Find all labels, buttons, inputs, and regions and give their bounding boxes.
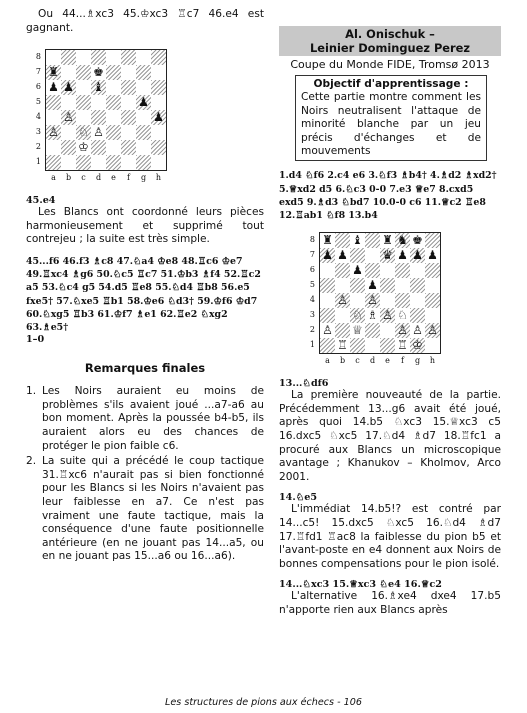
board-square-f2 — [121, 140, 136, 155]
board-square-f1 — [121, 155, 136, 170]
board-square-d3: ♗ — [365, 308, 380, 323]
board-square-b8 — [335, 233, 350, 248]
board-square-d7 — [365, 248, 380, 263]
board-square-h1 — [151, 155, 166, 170]
left-column — [26, 8, 264, 564]
intro-text: Ou 44...♗xc3 45.♔xc3 ♖c7 46.e4 est gagnant. — [26, 8, 264, 34]
right-column — [279, 26, 501, 618]
board-square-b2 — [61, 140, 76, 155]
board-square-a1 — [46, 155, 61, 170]
board-square-b5 — [61, 95, 76, 110]
board-square-h4 — [425, 293, 440, 308]
rank-label: 5 — [35, 97, 41, 107]
board-square-c1 — [350, 338, 365, 353]
rank-label: 7 — [35, 67, 41, 77]
file-label: f — [127, 173, 130, 183]
board-square-d6: ♝ — [91, 80, 106, 95]
board-square-a4 — [320, 293, 335, 308]
remark-item: 2. La suite qui a précédé le coup tactique 31.♖xc6 n'aurait pas si bien fonctionné pour les Blancs si les Noirs n'avaient pas leur faiblesse en a7. Ce n'est pas vraiment une faute tactique, mais la conséquence d'une faute positionnelle antérieure (en ne jouant pas 14...a5, ou en ne jouant pas 15...a6 ou 16...a6). — [26, 455, 264, 563]
move-label: 14.♘e5 — [279, 492, 318, 504]
move-label: 13...♘df6 — [279, 378, 329, 390]
board-square-a7: ♟ — [320, 248, 335, 263]
board-square-d6 — [365, 263, 380, 278]
opening-moves: 1.d4 ♘f6 2.c4 e6 3.♘f3 ♗b4† 4.♗d2 ♗xd2† 5.♕xd2 d5 6.♘c3 0-0 7.e3 ♕e7 8.cxd5 exd5 9.♗d3 ♘bd7 10.0-0 c6 11.♕c2 ♖e8 12.♖ab1 ♘f8 13.b4 — [279, 170, 497, 222]
learning-objective-box — [295, 75, 487, 161]
board-square-c7 — [76, 65, 91, 80]
board-square-g3 — [410, 308, 425, 323]
board-square-f4 — [395, 293, 410, 308]
board-square-c1 — [76, 155, 91, 170]
board-square-c2: ♕ — [350, 323, 365, 338]
board-square-a8: ♜ — [320, 233, 335, 248]
remark-item: 1. Les Noirs auraient eu moins de problèmes s'ils avaient joué ...a7-a6 au bon moment. Après la poussée b4-b5, ils auraient alors eu des chances de protéger le pion faible c6. — [26, 385, 264, 452]
board-square-h5 — [151, 95, 166, 110]
board-square-d3: ♙ — [91, 125, 106, 140]
board-square-d1 — [365, 338, 380, 353]
board-square-f4 — [121, 110, 136, 125]
board-square-h1 — [425, 338, 440, 353]
board-square-e7 — [106, 65, 121, 80]
board-square-c5 — [76, 95, 91, 110]
board-square-f5 — [121, 95, 136, 110]
board-square-h6 — [151, 80, 166, 95]
board-square-d1 — [91, 155, 106, 170]
board-square-e2 — [380, 323, 395, 338]
board-square-b3 — [335, 308, 350, 323]
board-square-e3 — [106, 125, 121, 140]
board-square-h5 — [425, 278, 440, 293]
rank-label: 2 — [309, 325, 315, 335]
board-square-e8 — [106, 50, 121, 65]
board-square-a2 — [46, 140, 61, 155]
board-square-c6 — [76, 80, 91, 95]
board-square-c4 — [76, 110, 91, 125]
player-white: Al. Onischuk – — [345, 27, 435, 41]
board-square-h8 — [151, 50, 166, 65]
board-square-b1 — [61, 155, 76, 170]
file-label: a — [51, 173, 56, 183]
board-square-a5 — [46, 95, 61, 110]
board-square-g7: ♟ — [410, 248, 425, 263]
board-square-c7 — [350, 248, 365, 263]
rank-label: 6 — [309, 265, 315, 275]
board-square-g6 — [410, 263, 425, 278]
board-square-g6 — [136, 80, 151, 95]
board-square-e6 — [106, 80, 121, 95]
board-square-e1 — [106, 155, 121, 170]
board-square-g3 — [136, 125, 151, 140]
board-square-h3 — [425, 308, 440, 323]
board-square-c8: ♝ — [350, 233, 365, 248]
board-square-e8: ♜ — [380, 233, 395, 248]
file-label: g — [414, 356, 421, 366]
board-square-h2: ♙ — [425, 323, 440, 338]
rank-label: 7 — [309, 250, 315, 260]
file-label: d — [369, 356, 376, 366]
board-square-g2: ♙ — [410, 323, 425, 338]
event-name: Coupe du Monde FIDE, Tromsø 2013 — [290, 58, 490, 71]
rank-label: 8 — [35, 52, 41, 62]
comment-text: Les Blancs ont coordonné leurs pièces harmonieusement et supprimé tout contrejeu ; la suite est très simple. — [26, 206, 264, 246]
board-square-e7: ♛ — [380, 248, 395, 263]
board-square-a8 — [46, 50, 61, 65]
board-square-b2 — [335, 323, 350, 338]
board-square-a6 — [320, 263, 335, 278]
board-square-h2 — [151, 140, 166, 155]
board-square-e4 — [380, 293, 395, 308]
board-square-f6 — [395, 263, 410, 278]
rank-label: 1 — [309, 340, 315, 350]
board-square-b1: ♖ — [335, 338, 350, 353]
board-square-g5 — [410, 278, 425, 293]
board-square-g8 — [136, 50, 151, 65]
board-square-h4: ♟ — [151, 110, 166, 125]
board-square-f3: ♘ — [395, 308, 410, 323]
board-square-b4: ♙ — [335, 293, 350, 308]
game-result: 1–0 — [26, 334, 45, 346]
rank-label: 1 — [35, 157, 41, 167]
rank-label: 4 — [35, 112, 41, 122]
board-square-d2 — [365, 323, 380, 338]
file-label: c — [81, 173, 86, 183]
board-square-g8: ♚ — [410, 233, 425, 248]
board-square-c4 — [350, 293, 365, 308]
rank-label: 6 — [35, 82, 41, 92]
file-label: f — [401, 356, 404, 366]
board-square-e5 — [106, 95, 121, 110]
board-square-g4 — [410, 293, 425, 308]
rank-label: 3 — [35, 127, 41, 137]
board-square-f7: ♟ — [395, 248, 410, 263]
comment-text: La première nouveauté de la partie. Précédemment 13...g6 avait été joué, après quoi 14.b5 ♘xc3 15.♕xc3 c5 16.dxc5 ♘xc5 17.♘d4 ♗d7 18.♖fc1 a procuré aux Blancs un microscopique avantage ; Khanukov – Kholmov, Arco 2001. — [279, 389, 501, 483]
board-square-a5 — [320, 278, 335, 293]
board-square-g5: ♟ — [136, 95, 151, 110]
board-square-c2: ♔ — [76, 140, 91, 155]
board-square-b7: ♟ — [335, 248, 350, 263]
remarks-title: Remarques finales — [84, 361, 206, 376]
move-label: 14...♘xc3 15.♕xc3 ♘e4 16.♕c2 — [279, 579, 442, 591]
board-square-d4 — [91, 110, 106, 125]
rank-label: 5 — [309, 280, 315, 290]
board-square-h7 — [151, 65, 166, 80]
board-square-f3 — [121, 125, 136, 140]
board-square-f1: ♖ — [395, 338, 410, 353]
rank-label: 3 — [309, 310, 315, 320]
board-square-c3: ♘ — [76, 125, 91, 140]
board-square-e1 — [380, 338, 395, 353]
player-black: Leinier Dominguez Perez — [309, 41, 470, 55]
board-square-b5 — [335, 278, 350, 293]
board-square-d8 — [91, 50, 106, 65]
chess-board — [319, 232, 441, 354]
board-square-a1 — [320, 338, 335, 353]
board-square-f2: ♙ — [395, 323, 410, 338]
board-square-b3 — [61, 125, 76, 140]
board-square-c6: ♟ — [350, 263, 365, 278]
board-square-a4 — [46, 110, 61, 125]
file-label: c — [355, 356, 360, 366]
rank-label: 8 — [309, 235, 315, 245]
board-square-d4: ♙ — [365, 293, 380, 308]
board-square-c5 — [350, 278, 365, 293]
remarks-list — [26, 385, 264, 564]
board-square-b8 — [61, 50, 76, 65]
board-square-a3 — [320, 308, 335, 323]
comment-text: L'immédiat 14.b5!? est contré par 14...c5! 15.dxc5 ♘xc5 16.♘d4 ♗d7 17.♖fd1 ♖ac8 la faiblesse du pion b5 et l'avant-poste en e4 donnent aux Noirs de bonnes compensations pour le pion isolé. — [279, 503, 501, 570]
board-square-b6 — [335, 263, 350, 278]
board-square-b7 — [61, 65, 76, 80]
board-square-a3: ♙ — [46, 125, 61, 140]
board-square-f5 — [395, 278, 410, 293]
board-square-e2 — [106, 140, 121, 155]
board-square-f8: ♞ — [395, 233, 410, 248]
file-label: g — [140, 173, 147, 183]
board-square-e5 — [380, 278, 395, 293]
file-label: e — [111, 173, 116, 183]
game-moves: 45...f6 46.f3 ♗c8 47.♘a4 ♔e8 48.♖c6 ♔e7 49.♖xc4 ♗g6 50.♘c5 ♖c7 51.♔b3 ♗f4 52.♖c2 a5 53.♘c4 g5 54.d5 ♖e8 55.♘d4 ♖b8 56.e5 fxe5† 57.♘xe5 ♖b1 58.♔e6 ♘d3† 59.♔f6 ♔d7 60.♘xg5 ♖b3 61.♔f7 ♗e1 62.♖e2 ♘xg2 63.♗e5† — [26, 255, 261, 333]
file-label: a — [325, 356, 330, 366]
board-square-a7: ♜ — [46, 65, 61, 80]
rank-label: 2 — [35, 142, 41, 152]
board-square-d5 — [91, 95, 106, 110]
file-label: b — [339, 356, 346, 366]
file-label: h — [155, 173, 162, 183]
board-square-d7: ♚ — [91, 65, 106, 80]
board-square-b6: ♟ — [61, 80, 76, 95]
board-square-f7 — [121, 65, 136, 80]
board-square-c8 — [76, 50, 91, 65]
rank-label: 4 — [309, 295, 315, 305]
page-footer: Les structures de pions aux échecs - 106 — [165, 697, 362, 708]
board-square-c3: ♘ — [350, 308, 365, 323]
board-square-h6 — [425, 263, 440, 278]
chess-diagram-1 — [26, 43, 264, 193]
board-square-g2 — [136, 140, 151, 155]
board-square-g7 — [136, 65, 151, 80]
file-label: h — [429, 356, 436, 366]
file-label: b — [65, 173, 72, 183]
file-label: e — [385, 356, 390, 366]
chess-board — [45, 49, 167, 171]
objective-label: Objectif d'apprentissage : — [313, 78, 469, 90]
board-square-f8 — [121, 50, 136, 65]
board-square-a2: ♙ — [320, 323, 335, 338]
move-label: 45.e4 — [26, 195, 56, 207]
board-square-a6: ♟ — [46, 80, 61, 95]
board-square-e3: ♙ — [380, 308, 395, 323]
board-square-h3 — [151, 125, 166, 140]
game-header — [279, 26, 501, 56]
board-square-h7: ♟ — [425, 248, 440, 263]
board-square-d8 — [365, 233, 380, 248]
board-square-h8 — [425, 233, 440, 248]
board-square-e4 — [106, 110, 121, 125]
board-square-f6 — [121, 80, 136, 95]
board-square-g4 — [136, 110, 151, 125]
board-square-g1: ♔ — [410, 338, 425, 353]
board-square-g1 — [136, 155, 151, 170]
comment-text: L'alternative 16.♗xe4 dxe4 17.b5 n'apporte rien aux Blancs après — [279, 590, 501, 616]
file-label: d — [95, 173, 102, 183]
board-square-e6 — [380, 263, 395, 278]
objective-text: Cette partie montre comment les Noirs neutralisent l'attaque de minorité blanche par un jeu précis d'échanges et de mouvements — [301, 91, 481, 158]
chess-diagram-2 — [279, 226, 501, 376]
board-square-d5: ♟ — [365, 278, 380, 293]
board-square-b4: ♙ — [61, 110, 76, 125]
board-square-d2 — [91, 140, 106, 155]
